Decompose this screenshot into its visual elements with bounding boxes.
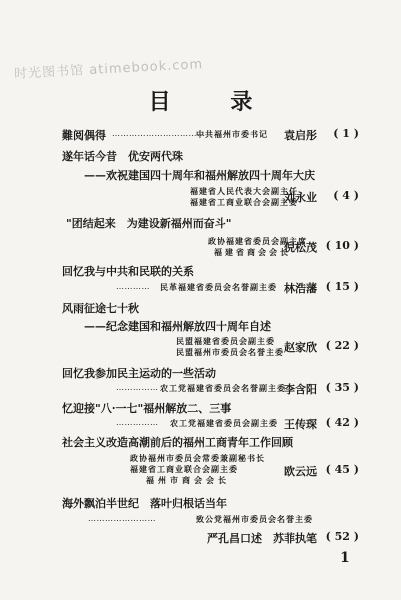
toc-page-ref: ( 22 ) — [325, 339, 359, 352]
toc-entry-title: "团结起来 为建设新福州而奋斗" — [66, 217, 232, 230]
toc-page-ref: ( 42 ) — [325, 416, 359, 429]
toc-credit: 福建省人民代表大会副主任 — [190, 186, 298, 196]
toc-author: 李含阳 — [284, 383, 317, 396]
toc-author: 袁启彤 — [284, 129, 317, 142]
toc-credit: 致公党福州市委员会名誉主委 — [196, 514, 313, 524]
toc-page-ref: ( 1 ) — [333, 127, 359, 140]
toc-leader: …………………… — [88, 514, 156, 523]
toc-entry-subtitle: ——欢祝建国四十周年和福州解放四十周年大庆 — [84, 169, 315, 182]
toc-credit: 民盟福州市委员会名誉主委 — [176, 347, 284, 357]
toc-credit: 民盟福建省委员会副主委 — [176, 336, 275, 346]
toc-credit: 福州市商会会长 — [146, 475, 230, 485]
page-title: 目 录 — [148, 89, 279, 115]
toc-credit: 中共福州市委书记 — [196, 129, 268, 139]
toc-credit: 福建省工商业联合会副主委 — [130, 464, 238, 474]
toc-entry-title: 難阅偶得 — [62, 129, 106, 142]
toc-entry-title: 遂年话今昔 优安两代珠 — [62, 150, 183, 163]
page-number: 1 — [340, 550, 350, 566]
toc-entry-title: 回忆我与中共和民联的关系 — [62, 265, 194, 278]
toc-author: 欧云远 — [284, 465, 317, 478]
toc-entry-title: 海外飘泊半世纪 落叶归根话当年 — [62, 497, 227, 510]
toc-leader: …………… — [116, 418, 159, 427]
toc-credit: 福建省商会会长 — [214, 247, 291, 257]
toc-credit: 福建省工商业联合会副主委 — [190, 197, 298, 207]
toc-page-ref: ( 52 ) — [325, 530, 359, 543]
toc-author: 刘永业 — [284, 191, 317, 204]
toc-credit: 民革福建省委员会名誉副主委 — [160, 282, 277, 292]
toc-author: 严孔昌口述 苏菲执笔 — [207, 532, 317, 545]
toc-leader: …………… — [116, 383, 159, 392]
toc-entry-title: 回忆我参加民主运动的一些活动 — [62, 367, 216, 380]
toc-credit: 政协福建省委员会副主席 — [208, 236, 307, 246]
toc-author: 赵家欣 — [284, 341, 317, 354]
watermark: 时光图书馆 atimebook.com — [13, 57, 204, 82]
toc-author: 林浩藩 — [284, 282, 317, 295]
toc-entry-title: 风雨征途七十秋 — [62, 302, 139, 315]
toc-author: 倪松茂 — [284, 241, 317, 254]
toc-entry-title: 社会主义改造高潮前后的福州工商青年工作回顾 — [62, 436, 293, 449]
toc-leader: …………………………… — [112, 129, 206, 138]
toc-leader: ………… — [116, 282, 150, 291]
toc-page-ref: ( 15 ) — [325, 280, 359, 293]
toc-page-ref: ( 4 ) — [333, 189, 359, 202]
toc-entry-title: 忆迎接"八·一七"福州解放二、三事 — [62, 402, 232, 415]
toc-page-ref: ( 10 ) — [325, 239, 359, 252]
toc-page-ref: ( 45 ) — [325, 463, 359, 476]
toc-entry-subtitle: ——纪念建国和福州解放四十周年自述 — [84, 320, 271, 333]
toc-credit: 农工党福建省委员会副主委 — [170, 418, 278, 428]
toc-credit: 政协福州市委员会常委兼副秘书长 — [130, 453, 265, 463]
toc-author: 王传琛 — [284, 418, 317, 431]
toc-credit: 农工党福建省委员会名誉副主委 — [160, 383, 286, 393]
toc-page-ref: ( 35 ) — [325, 381, 359, 394]
